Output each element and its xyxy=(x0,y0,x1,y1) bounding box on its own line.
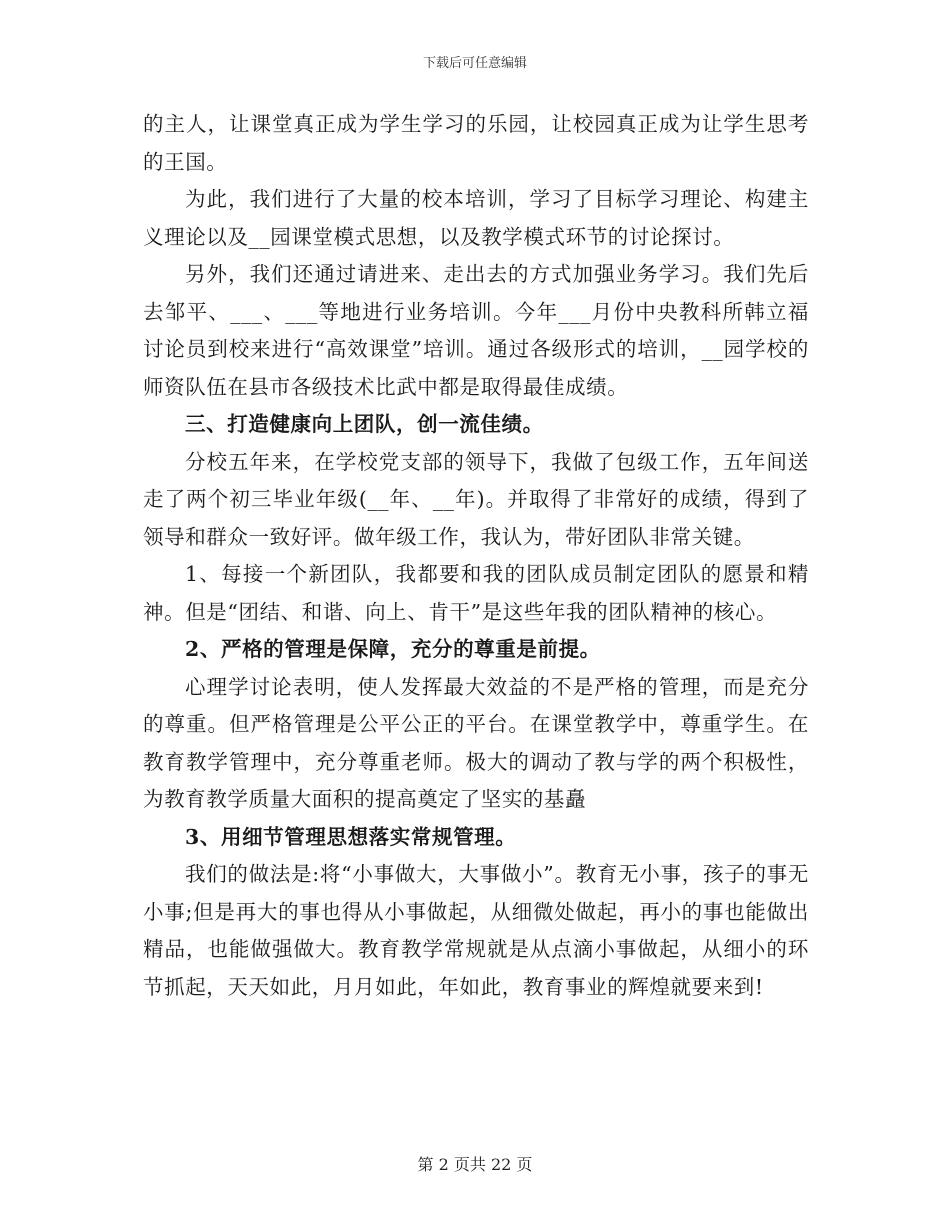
document-body xyxy=(143,106,809,1006)
section-heading-3: 三、打造健康向上团队，创一流佳绩。 xyxy=(185,412,544,436)
page-footer: 第 2 页共 22 页 xyxy=(417,1155,533,1174)
paragraph-2: 为此，我们进行了大量的校本培训，学习了目标学习理论、构建主义理论以及__园课堂模式思想，以及教学模式环节的讨论探讨。 xyxy=(143,187,809,249)
paragraph-10: 我们的做法是:将“小事做大，大事做小”。教育无小事，孩子的事无小事;但是再大的事也得从小事做起，从细微处做起，再小的事也能做出精品，也能做强做大。教育教学常规就是从点滴小事做起，从细小的环节抓起，天天如此，月月如此，年如此，教育事业的辉煌就要来到! xyxy=(143,862,809,999)
paragraph-1: 的主人，让课堂真正成为学生学习的乐园，让校园真正成为让学生思考的王国。 xyxy=(143,112,809,174)
paragraph-3: 另外，我们还通过请进来、走出去的方式加强业务学习。我们先后去邹平、___、___等地进行业务培训。今年___月份中央教科所韩立福讨论员到校来进行“高效课堂”培训。通过各级形式的培训，__园学校的师资队伍在县市各级技术比武中都是取得最佳成绩。 xyxy=(143,262,809,399)
paragraph-5: 分校五年来，在学校党支部的领导下，我做了包级工作，五年间送走了两个初三毕业年级(__年、__年)。并取得了非常好的成绩，得到了领导和群众一致好评。做年级工作，我认为，带好团队非常关键。 xyxy=(143,449,809,549)
list-item-2-heading: 2、严格的管理是保障，充分的尊重是前提。 xyxy=(185,637,601,661)
list-item-1: 1、每接一个新团队，我都要和我的团队成员制定团队的愿景和精神。但是“团结、和谐、向上、肯干”是这些年我的团队精神的核心。 xyxy=(143,562,809,624)
list-item-3-heading: 3、用细节管理思想落实常规管理。 xyxy=(185,824,517,849)
paragraph-8: 心理学讨论表明，使人发挥最大效益的不是严格的管理，而是充分的尊重。但严格管理是公平公正的平台。在课堂教学中，尊重学生。在教育教学管理中，充分尊重老师。极大的调动了教与学的两个积极性，为教育教学质量大面积的提高奠定了坚实的基矗 xyxy=(143,674,809,811)
page-header: 下载后可任意编辑 xyxy=(422,56,527,71)
